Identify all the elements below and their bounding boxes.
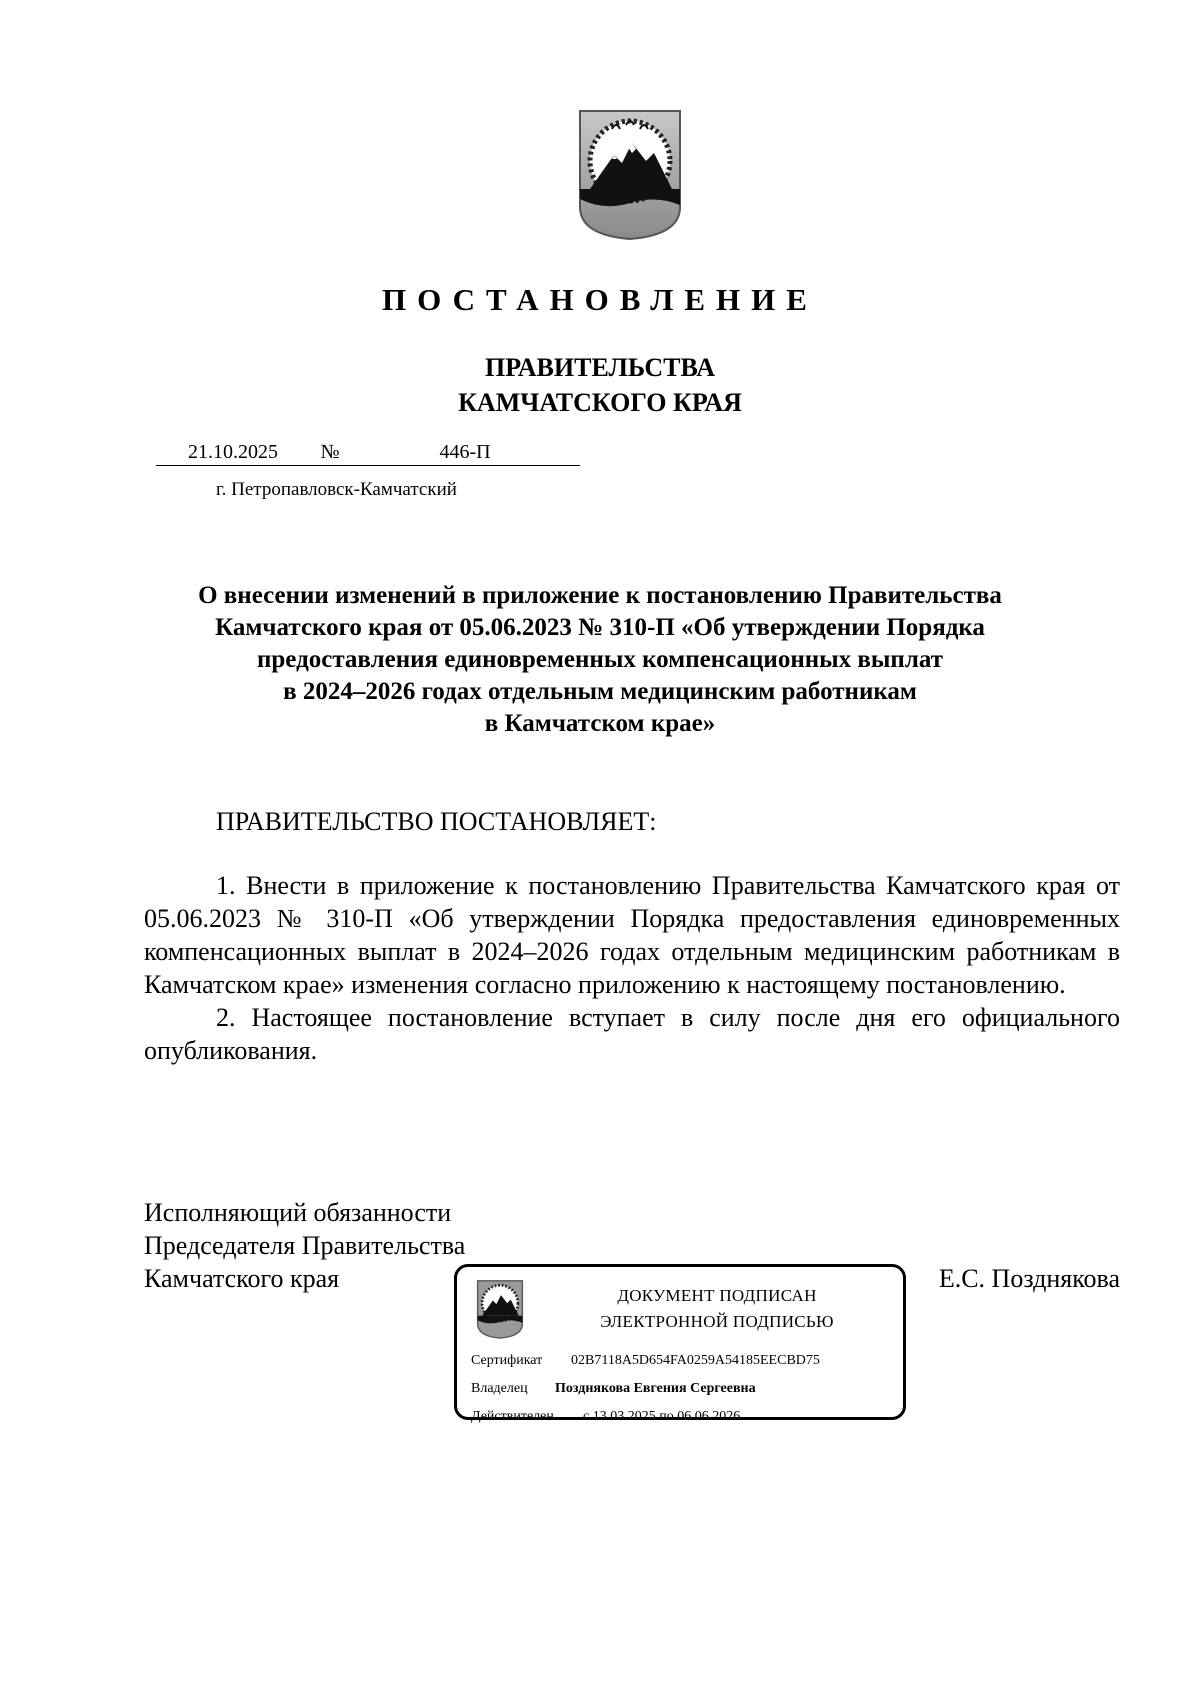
title-line: в 2024–2026 годах отдельным медицинским работникам (283, 678, 917, 705)
owner-row (471, 1375, 820, 1403)
issuer-line: КАМЧАТСКОГО КРАЯ (458, 388, 742, 417)
title-line: предоставления единовременных компенсационных выплат (257, 646, 943, 673)
owner-label: Владелец (471, 1381, 528, 1396)
signer-name: Е.С. Позднякова (938, 1264, 1120, 1293)
stamp-heading (537, 1283, 897, 1335)
paragraph: 1. Внести в приложение к постановлению Правительства Камчатского края от 05.06.2023 № 310-П «Об утверждении Порядка предоставления единовременных компенсационных выплат в 2024–2026 годах отдельным медицинским работникам в Камчатском крае» изменения согласно приложению к настоящему постановлению. (144, 871, 1120, 999)
signer-position-line: Исполняющий обязанности (144, 1198, 452, 1227)
document-type: ПОСТАНОВЛЕНИЕ (382, 282, 818, 317)
stamp-heading-line: ЭЛЕКТРОННОЙ ПОДПИСЬЮ (600, 1312, 834, 1331)
issuer (0, 350, 1200, 420)
electronic-signature-stamp (454, 1264, 906, 1424)
kamchatka-coat-of-arms-icon (475, 1279, 525, 1339)
document-date: 21.10.2025 (156, 440, 310, 466)
owner-value: Позднякова Евгения Сергеевна (555, 1381, 756, 1396)
paragraph: 2. Настоящее постановление вступает в силу после дня его официального опубликования. (144, 1003, 1120, 1065)
certificate-label: Сертификат (471, 1353, 543, 1368)
document-title (130, 580, 1070, 740)
title-line: Камчатского края от 05.06.2023 № 310-П «Об утверждении Порядка (215, 614, 985, 641)
title-line: в Камчатском крае» (484, 710, 716, 737)
issuer-line: ПРАВИТЕЛЬСТВА (485, 353, 715, 382)
title-line: О внесении изменений в приложение к постановлению Правительства (198, 582, 1002, 609)
validity-value: с 13.03.2025 по 06.06.2026 (583, 1409, 741, 1424)
stamp-details (471, 1347, 820, 1431)
decree-heading: ПРАВИТЕЛЬСТВО ПОСТАНОВЛЯЕТ: (216, 807, 657, 836)
certificate-value: 02B7118A5D654FA0259A54185EECBD75 (571, 1353, 820, 1368)
document-number: 446-П (350, 440, 580, 466)
stamp-heading-line: ДОКУМЕНТ ПОДПИСАН (617, 1286, 817, 1305)
validity-label: Действителен (471, 1409, 554, 1424)
kamchatka-coat-of-arms-icon (576, 107, 684, 241)
signer-position-line: Председателя Правительства (144, 1231, 466, 1260)
issue-city: г. Петропавловск-Камчатский (216, 479, 457, 500)
signer-position (144, 1196, 465, 1295)
number-sign: № (310, 440, 350, 466)
signer-position-line: Камчатского края (144, 1264, 340, 1293)
validity-row (471, 1403, 820, 1431)
certificate-row (471, 1347, 820, 1375)
document-body (144, 869, 1120, 1067)
